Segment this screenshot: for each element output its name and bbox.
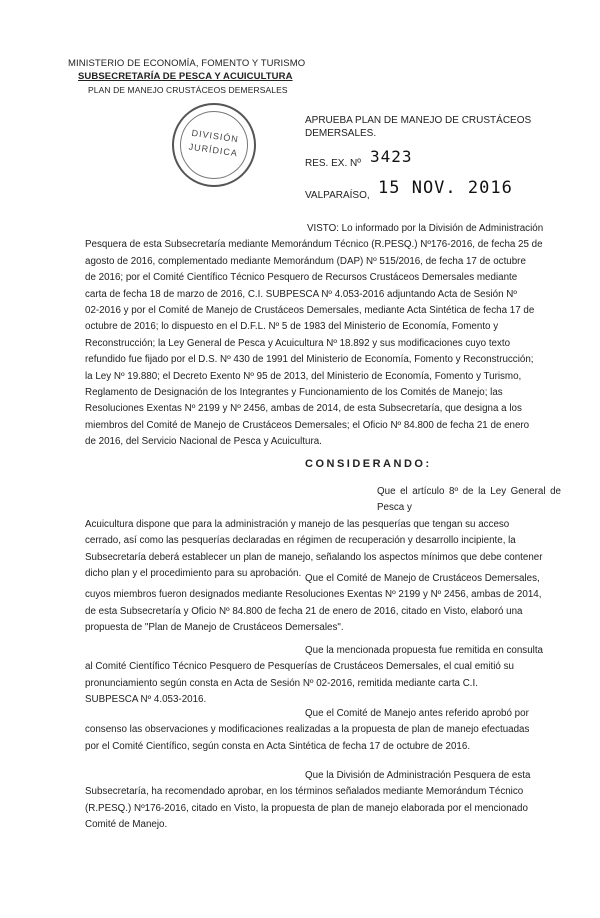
stamp-line-1: DIVISIÓN	[191, 127, 240, 145]
considerando-paragraph-4: Que el Comité de Manejo antes referido aprobó por consenso las observaciones y modificaciones realizadas a la propuesta de plan de manejo efectuadas por el Comité Científico, según consta en Acta Sintética de fecha 17 de octubre de 2016.	[85, 708, 530, 752]
considerando-heading: CONSIDERANDO:	[305, 458, 432, 470]
considerando-paragraph-2: Que el Comité de Manejo de Crustáceos Demersales, cuyos miembros fueron designados mediante Resoluciones Exentas Nº 2199 y Nº 2456, ambas de 2014, de esta Subsecretaría y Oficio Nº 84.800 de fecha 21 de enero de 2016, citado en Visto, elaboró una propuesta de "Plan de Manejo de Crustáceos Demersales".	[85, 573, 542, 634]
stamp-line-2: JURÍDICA	[188, 141, 239, 159]
resolution-number: 3423	[370, 147, 413, 166]
visto-paragraph: VISTO: Lo informado por la División de Administración Pesquera de esta Subsecretaría mediante Memorándum Técnico (R.PESQ.) Nº176-2016, de fecha 25 de agosto de 2016, complementado mediante Memorándum (DAP) Nº 515/2016, de fecha 17 de octubre de 2016; por el Comité Científico Técnico Pesquero de Recursos Crustáceos Demersales mediante carta de fecha 18 de marzo de 2016, C.I. SUBPESCA Nº 4.053-2016 adjuntando Acta de Sesión Nº 02-2016 y por el Comité de Manejo de Crustáceos Demersales, mediante Acta Sintética de fecha 17 de octubre de 2016; lo dispuesto en el D.F.L. Nº 5 de 1983 del Ministerio de Economía, Fomento y Reconstrucción; la Ley General de Pesca y Acuicultura Nº 18.892 y sus modificaciones cuyo texto refundido fue fijado por el D.S. Nº 430 de 1991 del Ministerio de Economía, Fomento y Reconstrucción; la Ley Nº 19.880; el Decreto Exento Nº 95 de 2013, del Ministerio de Economía, Fomento y Turismo, Reglamento de Designación de los Integrantes y Funcionamiento de los Comités de Manejo; las Resoluciones Exentas Nº 2199 y Nº 2456, ambas de 2014, de esta Subsecretaría, que designa a los miembros del Comité de Manejo de Crustáceos Demersales; el Oficio Nº 84.800 de fecha 21 de enero de 2016, del Servicio Nacional de Pesca y Acuicultura.	[85, 223, 544, 448]
subsecretaria-name: SUBSECRETARÍA DE PESCA Y ACUICULTURA	[78, 71, 293, 82]
division-juridica-stamp	[167, 98, 262, 193]
subject-line-1: APRUEBA PLAN DE MANEJO DE CRUSTÁCEOS	[305, 115, 532, 126]
resolution-date: 15 NOV. 2016	[378, 178, 513, 198]
document-reference: PLAN DE MANEJO CRUSTÁCEOS DEMERSALES	[88, 85, 288, 95]
considerando-paragraph-3: Que la mencionada propuesta fue remitida en consulta al Comité Científico Técnico Pesquero de Pesquerías de Crustáceos Demersales, el cual emitió su pronunciamiento según consta en Acta de Sesión Nº 02-2016, remitida mediante carta C.I. SUBPESCA Nº 4.053-2016.	[85, 645, 543, 706]
ministry-name: MINISTERIO DE ECONOMÍA, FOMENTO Y TURISMO	[68, 58, 306, 69]
considerando-paragraph-5: Que la División de Administración Pesquera de esta Subsecretaría, ha recomendado aprobar, en los términos señalados mediante Memorándum Técnico (R.PESQ.) Nº176-2016, citado en Visto, la propuesta de plan de manejo elaborada por el mencionado Comité de Manejo.	[85, 770, 531, 831]
city: VALPARAÍSO,	[305, 190, 370, 201]
resolution-label: RES. EX. Nº	[305, 158, 361, 169]
considerando-paragraph-1: Que el artículo 8º de la Ley General de Pesca y Acuicultura dispone que para la administración y manejo de las pesquerías que tengan su acceso cerrado, así como las pesquerías declaradas en régimen de recuperación y desarrollo incipiente, la Subsecretaría deberá establecer un plan de manejo, señalando los aspectos mínimos que debe contener dicho plan y el procedimiento para su aprobación.	[85, 486, 561, 580]
subject-line-2: DEMERSALES.	[305, 128, 377, 139]
